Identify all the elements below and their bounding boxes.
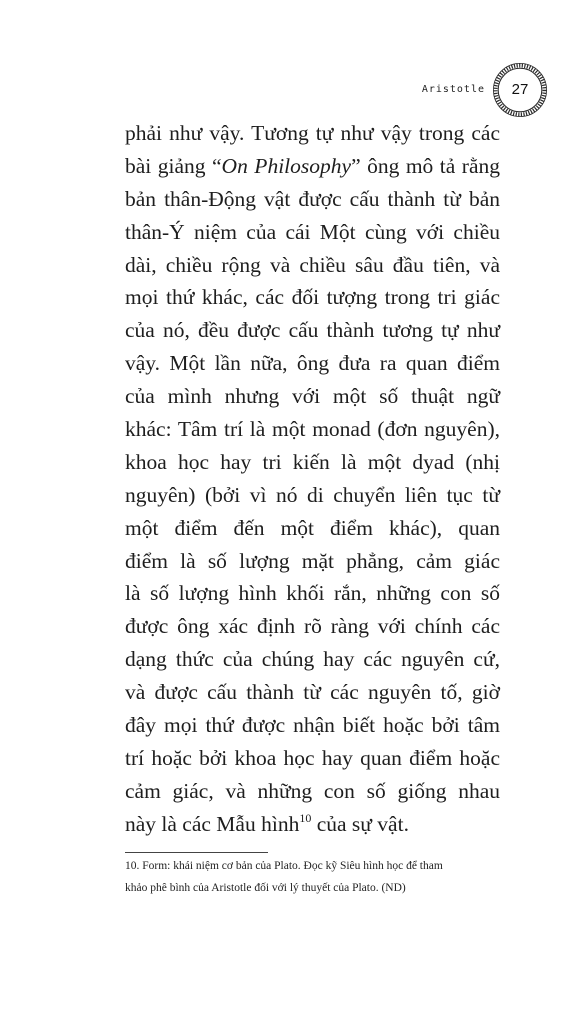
text-line: là số lượng hình khối rắn, những con số: [125, 581, 500, 606]
page-number: 27: [511, 81, 529, 98]
text-line: thân-Ý niệm của cái Một cùng với chiều: [125, 219, 500, 244]
text-line: của mình nhưng với một số thuật ngữ: [125, 384, 500, 409]
text-line: khác: Tâm trí là một monad (đơn nguyên),: [125, 417, 500, 442]
text-fragment: của sự vật.: [311, 811, 409, 836]
text-fragment: này là các Mẫu hình: [125, 811, 300, 836]
running-header-title: Aristotle: [421, 84, 485, 95]
text-line: của nó, đều được cấu thành tương tự như: [125, 318, 500, 343]
footnote-reference: 10: [299, 810, 312, 825]
text-line: khoa học hay tri kiến là một dyad (nhị: [125, 449, 500, 474]
text-line: và được cấu thành từ các nguyên tố, giờ: [125, 680, 500, 705]
text-line: trí hoặc bởi khoa học hay quan điểm hoặc: [125, 745, 500, 770]
text-line: phải như vậy. Tương tự như vậy trong các: [125, 121, 500, 145]
page-number-badge: [493, 63, 547, 117]
text-line: vậy. Một lần nữa, ông đưa ra quan điểm: [125, 351, 500, 376]
text-line: [125, 150, 500, 183]
text-line: [125, 808, 500, 841]
text-line: điểm là số lượng mặt phẳng, cảm giác: [125, 548, 500, 573]
footnote-line: 10. Form: khái niệm cơ bản của Plato. Đọc kỹ Siêu hình học để tham: [125, 860, 443, 872]
text-line: dài, chiều rộng và chiều sâu đầu tiên, và: [125, 252, 500, 277]
footnote: [125, 855, 503, 899]
text-fragment: bài giảng “: [125, 153, 222, 178]
text-line: một điểm đến một điểm khác), quan: [125, 515, 500, 540]
text-fragment: ” ông mô tả rằng: [351, 153, 500, 178]
footnote-line: khảo phê bình của Aristotle đối với lý thuyết của Plato. (ND): [125, 882, 406, 894]
italic-title: On Philosophy: [221, 153, 352, 178]
text-line: nguyên) (bởi vì nó di chuyển liên tục từ: [125, 482, 500, 507]
footnote-divider: [125, 852, 268, 853]
text-line: dạng thức của chúng hay các nguyên cứ,: [125, 647, 500, 672]
text-line: bản thân-Động vật được cấu thành từ bản: [125, 186, 500, 211]
body-paragraph: [125, 117, 500, 841]
text-line: mọi thứ khác, các đối tượng trong tri giác: [125, 285, 500, 310]
text-line: đây mọi thứ được nhận biết hoặc bởi tâm: [125, 713, 500, 738]
text-line: cảm giác, và những con số giống nhau: [125, 778, 500, 803]
text-line: được ông xác định rõ ràng với chính các: [125, 614, 500, 639]
